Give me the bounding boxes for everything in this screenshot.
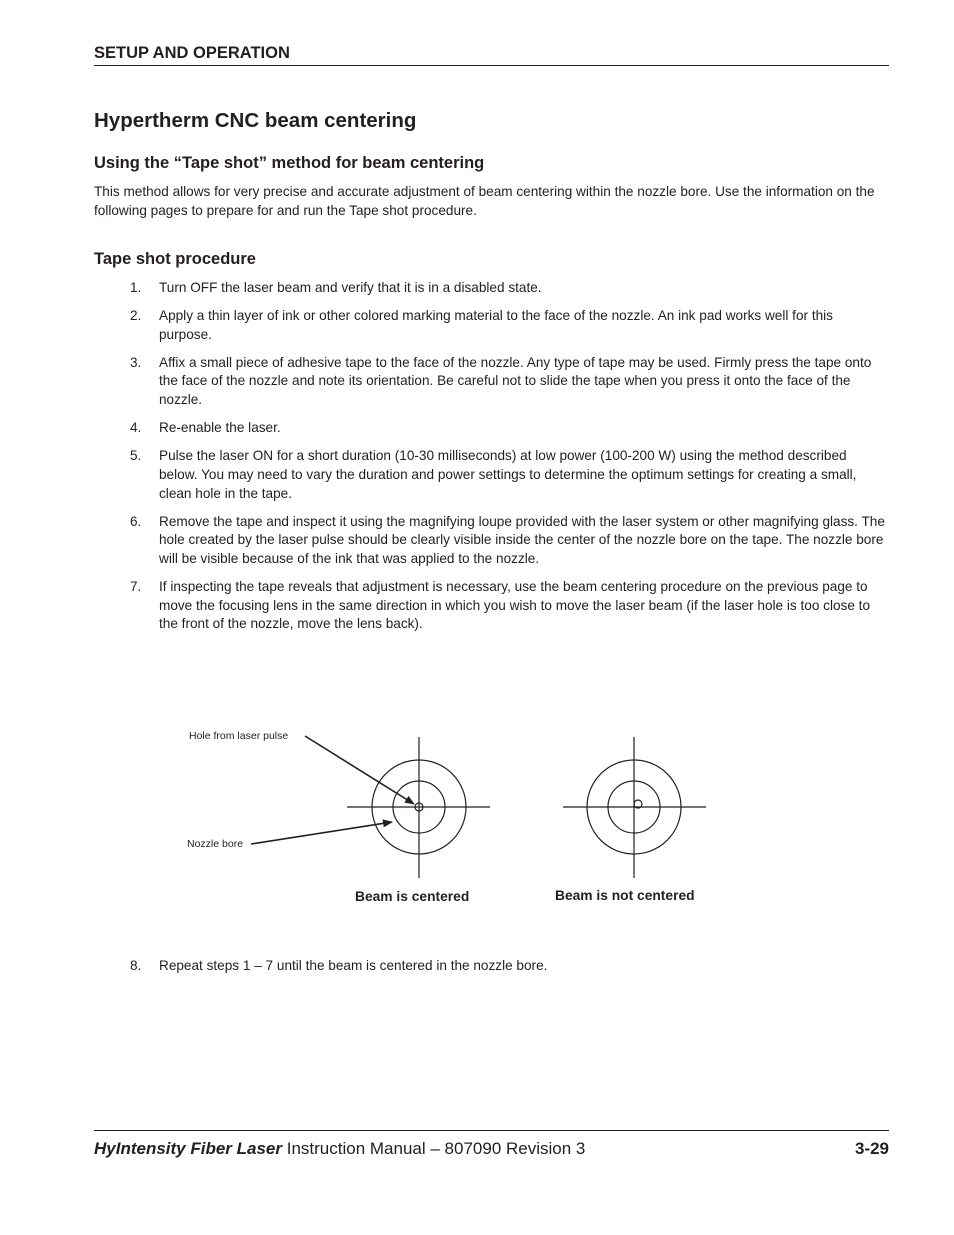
step-number: 3.: [130, 354, 142, 370]
step-text: Pulse the laser ON for a short duration (10-30 milliseconds) at low power (100-200 W) using the method described below. You may need to vary the duration and power settings to determine the optimum settings for creating a small, clean hole in the tape.: [159, 448, 857, 501]
step-item: [130, 307, 885, 344]
hole-callout-label: Hole from laser pulse: [189, 730, 289, 742]
section-header: SETUP AND OPERATION: [94, 43, 889, 66]
page-footer: [94, 1137, 889, 1161]
procedure-title: Tape shot procedure: [94, 250, 256, 268]
footer-divider: [94, 1130, 889, 1131]
not-centered-nozzle-diagram: [563, 737, 706, 878]
step-number: 8.: [130, 958, 142, 973]
step-text: Apply a thin layer of ink or other colored marking material to the face of the nozzle. An ink pad works well for this purpose.: [159, 308, 833, 342]
step-item: [130, 279, 885, 298]
step-number: 5.: [130, 448, 142, 464]
bore-callout-label: Nozzle bore: [187, 838, 244, 850]
step-number: 4.: [130, 420, 142, 436]
step-item: [130, 513, 885, 569]
page-title: Hypertherm CNC beam centering: [94, 109, 417, 132]
page-number: 3-29: [854, 1139, 889, 1158]
step-item: [130, 419, 885, 438]
step-item: [130, 578, 885, 634]
procedure-steps: [130, 279, 885, 643]
beam-centering-figure: [0, 700, 954, 940]
intro-paragraph: This method allows for very precise and accurate adjustment of beam centering within the nozzle bore. Use the information on the following pages to prepare for and run the Tape shot procedure.: [94, 184, 875, 218]
step-text: Turn OFF the laser beam and verify that it is in a disabled state.: [159, 280, 542, 295]
product-name: HyIntensity Fiber Laser: [94, 1139, 283, 1158]
document-info: Instruction Manual – 807090 Revision 3: [282, 1139, 586, 1158]
step-text: Affix a small piece of adhesive tape to the face of the nozzle. Any type of tape may be used. Firmly press the tape onto the face of the nozzle and note its orientation. Be careful not to slide the tape when you press it onto the face of the nozzle.: [159, 354, 872, 408]
bore-callout-arrow: [251, 822, 392, 844]
beam-centering-diagram: [0, 700, 954, 940]
step-item: [130, 447, 885, 503]
step-text: If inspecting the tape reveals that adjustment is necessary, use the beam centering procedure on the previous page to move the focusing lens in the same direction in which you wish to move the laser beam (if the laser hole is too close to the front of the nozzle, move the lens back).: [159, 578, 871, 632]
step-item: [130, 354, 885, 410]
step-number: 7.: [130, 578, 142, 594]
method-subtitle: Using the “Tape shot” method for beam centering: [94, 154, 485, 172]
centered-nozzle-diagram: [347, 737, 490, 878]
caption-centered: Beam is centered: [355, 889, 470, 904]
step-number: 2.: [130, 308, 142, 323]
step-text: Re-enable the laser.: [159, 420, 281, 436]
step-text: Repeat steps 1 – 7 until the beam is centered in the nozzle bore.: [159, 958, 548, 973]
step-number: 6.: [130, 513, 142, 529]
hole-callout-arrow: [305, 736, 414, 804]
step-text: Remove the tape and inspect it using the magnifying loupe provided with the laser system or other magnifying glass. The hole created by the laser pulse should be clearly visible inside the center of the nozzle bore on the tape. The nozzle bore will be visible because of the ink that was applied to the nozzle.: [159, 513, 885, 566]
step-number: 1.: [130, 280, 142, 295]
caption-not-centered: Beam is not centered: [555, 888, 695, 903]
